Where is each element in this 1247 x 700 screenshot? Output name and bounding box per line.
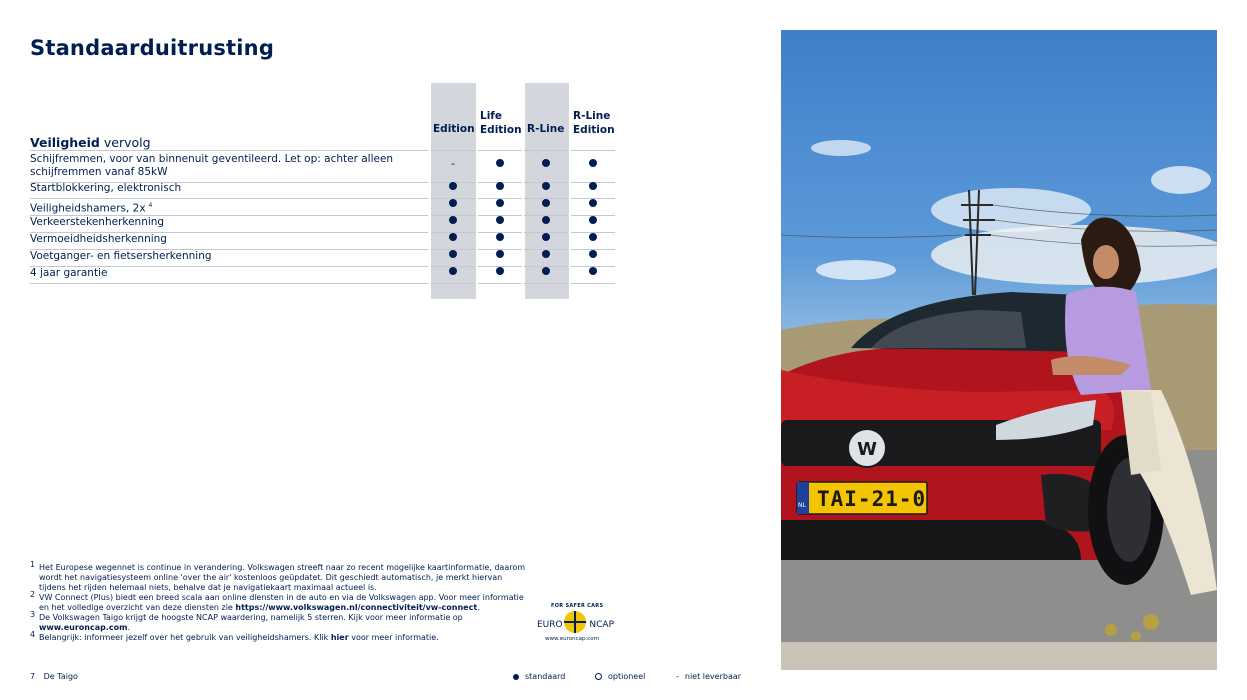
table-cell: [571, 159, 615, 170]
standard-dot-icon: [449, 182, 457, 190]
footnote-2: [30, 590, 530, 613]
euro-ncap-logo: [536, 603, 614, 645]
table-row: [30, 182, 618, 199]
table-cell: [431, 250, 475, 261]
footnote-number: 1: [30, 560, 36, 569]
table-cell: [571, 267, 615, 278]
section-title: [30, 135, 151, 150]
footnote-after: .: [127, 623, 130, 632]
table-row: [30, 233, 618, 250]
cell-divider: [478, 283, 522, 284]
legend-not-available: [676, 672, 741, 681]
table-cell: [524, 159, 568, 170]
table-cell: [571, 199, 615, 210]
table-cell: [524, 216, 568, 227]
standard-dot-icon: [542, 267, 550, 275]
standard-dot-icon: [513, 674, 519, 680]
row-label: [30, 250, 430, 263]
table-row: [30, 267, 618, 284]
footnote-text: Het Europese wegennet is continue in verandering. Volkswagen streeft naar zo recent mogelijke kaartinformatie, daarom wordt het navigatiesysteem online 'over the air' kostenloos geüpdatet. Dit geschiedt automatisch, je merkt hiervan tijdens het rijden helemaal niets, behalve dat je navigatiekaart maximaal actueel is.: [39, 563, 526, 592]
legend-not-available-label: niet leverbaar: [684, 672, 742, 681]
page-footer: [30, 672, 78, 681]
ncap-arc-text: FOR SAFER CARS: [551, 603, 604, 609]
table-cell: [571, 182, 615, 193]
footnote-link[interactable]: hier: [330, 633, 349, 642]
footnote-text: VW Connect (Plus) biedt een breed scala aan online diensten in de auto en via de Volkswagen app. Voor meer informatie en het volledige overzicht van deze diensten zie: [39, 593, 524, 612]
standard-dot-icon: [449, 250, 457, 258]
table-row: [30, 153, 618, 183]
standard-dot-icon: [496, 267, 504, 275]
standard-dot-icon: [589, 267, 597, 275]
table-cell: [478, 233, 522, 244]
row-label: [30, 199, 430, 216]
header-cell-divider: [431, 150, 475, 151]
ncap-left-text: EURO: [537, 620, 563, 630]
ncap-url[interactable]: www.euroncap.com: [545, 636, 599, 642]
plate-country-text: NL: [798, 502, 806, 509]
ncap-cross-icon: [564, 611, 586, 633]
standard-dot-icon: [449, 216, 457, 224]
standard-dot-icon: [589, 159, 597, 167]
footnote-1: [30, 560, 530, 593]
optional-ring-icon: [595, 673, 602, 680]
table-cell: [524, 250, 568, 261]
standard-dot-icon: [496, 250, 504, 258]
row-label-text: Startblokkering, elektronisch: [30, 182, 182, 194]
row-label-text: Vermoeidheidsherkenning: [30, 233, 167, 245]
standard-dot-icon: [542, 250, 550, 258]
standard-dot-icon: [496, 233, 504, 241]
footnote-text: Belangrijk: informeer jezelf over het gebruik van veiligheidshamers. Klik: [39, 633, 331, 642]
table-cell: [524, 267, 568, 278]
footnote-number: 4: [30, 630, 36, 639]
header-cell-divider: [524, 150, 568, 151]
table-row: [30, 216, 618, 233]
table-row: [30, 199, 618, 216]
standard-dot-icon: [589, 199, 597, 207]
legend-optional-label: optioneel: [608, 672, 646, 681]
car-scene-illustration: [781, 30, 1217, 670]
page-title: Standaarduitrusting: [30, 36, 275, 60]
table-cell: [571, 216, 615, 227]
footnote-link[interactable]: www.euroncap.com: [39, 623, 128, 632]
license-plate-text: TAI-21-0: [817, 487, 927, 511]
row-divider: [30, 283, 428, 284]
row-label: [30, 233, 430, 246]
standard-dot-icon: [589, 250, 597, 258]
ncap-circle-icon: [564, 611, 586, 633]
section-title-bold: Veiligheid: [30, 135, 100, 150]
table-cell: [524, 233, 568, 244]
footnote-4: [30, 630, 530, 643]
cell-divider: [524, 283, 568, 284]
table-cell: [431, 159, 475, 170]
column-header-r-line: R-Line: [527, 123, 565, 135]
cell-divider: [571, 283, 615, 284]
row-label: [30, 267, 430, 280]
hero-photo: [781, 30, 1217, 670]
standard-dot-icon: [542, 159, 550, 167]
column-header-life-edition: [480, 110, 525, 137]
row-label-text: Verkeerstekenherkenning: [30, 216, 165, 228]
legend-standard-label: standaard: [525, 672, 566, 681]
standard-dot-icon: [589, 182, 597, 190]
column-header-life-edition-label: Life Edition: [480, 110, 522, 136]
standard-dot-icon: [542, 233, 550, 241]
footnote-text: De Volkswagen Taigo krijgt de hoogste NCAP waardering, namelijk 5 sterren. Kijk voor meer informatie op: [39, 613, 463, 622]
row-label-text: Veiligheidshamers, 2x: [30, 202, 146, 215]
header-cell-divider: [478, 150, 522, 151]
standard-dot-icon: [542, 182, 550, 190]
row-label: [30, 216, 430, 229]
section-title-rest: vervolg: [103, 135, 151, 150]
table-cell: [431, 216, 475, 227]
row-label: [30, 153, 430, 179]
standard-dot-icon: [449, 267, 457, 275]
standard-dot-icon: [496, 159, 504, 167]
table-cell: [431, 233, 475, 244]
footnotes: [30, 560, 530, 643]
not-available-dash: -: [451, 157, 455, 170]
row-label-text: Schijfremmen, voor van binnenuit geventileerd. Let op: achter alleen schijfremmen vanaf 85kW: [30, 153, 394, 178]
table-cell: [571, 233, 615, 244]
row-footnote-ref[interactable]: 4: [148, 202, 153, 209]
standard-dot-icon: [542, 216, 550, 224]
footnote-after: voor meer informatie.: [348, 633, 439, 642]
footnote-number: 2: [30, 590, 36, 599]
standard-dot-icon: [449, 233, 457, 241]
standard-dot-icon: [589, 216, 597, 224]
row-label: [30, 182, 430, 195]
table-cell: [478, 199, 522, 210]
table-cell: [431, 182, 475, 193]
svg-text:W: W: [857, 439, 877, 460]
legend-standard: [513, 672, 565, 681]
standard-dot-icon: [589, 233, 597, 241]
footnote-3: [30, 610, 530, 633]
column-header-r-line-edition-label: R-Line Edition: [573, 110, 615, 136]
table-cell: [478, 182, 522, 193]
row-label-text: Voetganger- en fietsersherkenning: [30, 250, 212, 262]
table-cell: [524, 199, 568, 210]
ncap-right-text: NCAP: [589, 620, 614, 630]
table-cell: [431, 267, 475, 278]
footnote-number: 3: [30, 610, 36, 619]
table-cell: [478, 216, 522, 227]
table-row: [30, 250, 618, 267]
row-label-text: 4 jaar garantie: [30, 267, 108, 279]
page-name: De Taigo: [43, 672, 78, 681]
standard-dot-icon: [496, 216, 504, 224]
standard-dot-icon: [542, 199, 550, 207]
legend-optional: [595, 672, 645, 681]
column-header-edition: Edition: [433, 123, 475, 135]
footnote-after: .: [477, 603, 480, 612]
column-header-r-line-edition: [573, 110, 618, 137]
table-cell: [431, 199, 475, 210]
table-cell: [478, 267, 522, 278]
standard-dot-icon: [496, 199, 504, 207]
equipment-table: [30, 83, 618, 299]
table-cell: [478, 159, 522, 170]
footnote-link[interactable]: https://www.volkswagen.nl/connectiviteit/vw-connect: [235, 603, 478, 612]
section-divider: [30, 150, 428, 151]
standard-dot-icon: [449, 199, 457, 207]
cell-divider: [431, 283, 475, 284]
table-cell: [478, 250, 522, 261]
table-cell: [571, 250, 615, 261]
page-number: 7: [30, 672, 36, 681]
table-cell: [524, 182, 568, 193]
dash-icon: -: [676, 672, 679, 681]
standard-dot-icon: [496, 182, 504, 190]
header-cell-divider: [571, 150, 615, 151]
